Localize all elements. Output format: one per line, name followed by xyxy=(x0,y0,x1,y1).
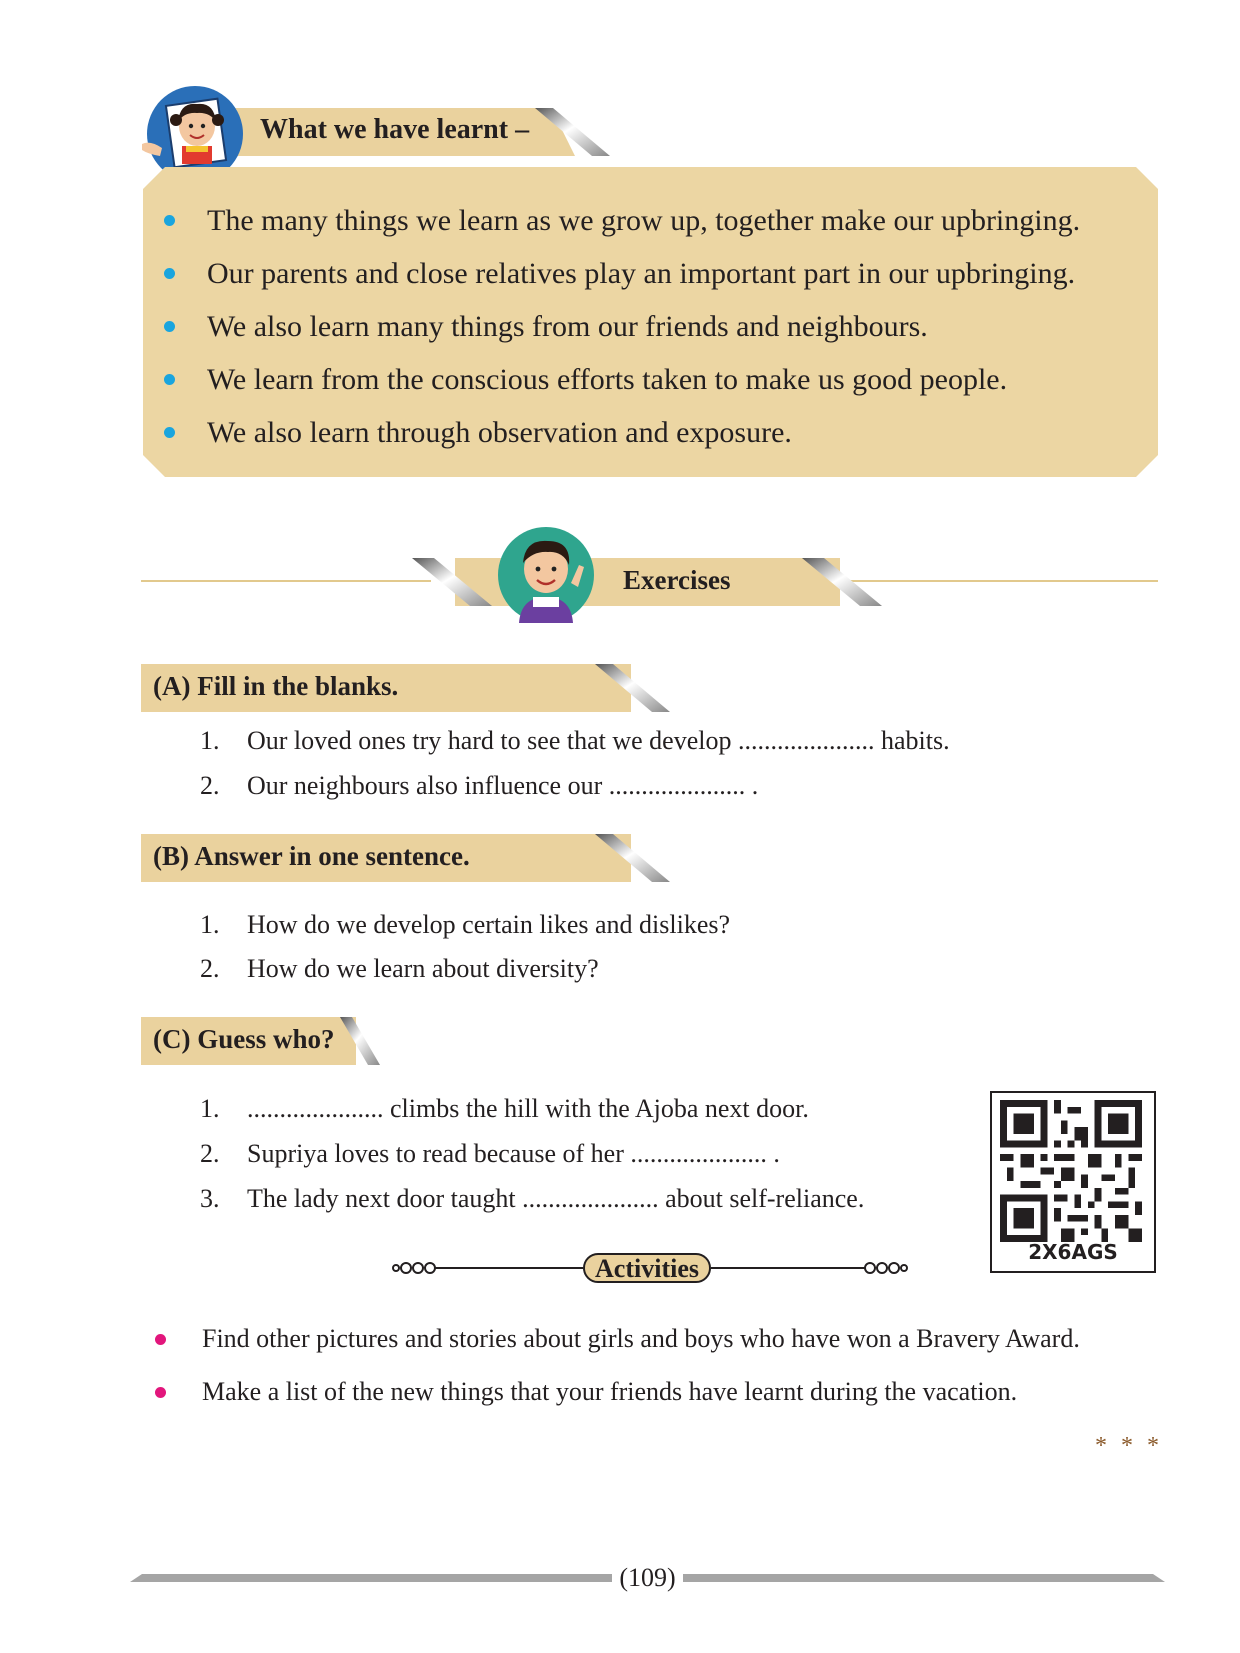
list-item xyxy=(150,1312,1080,1365)
list-item xyxy=(160,406,1080,459)
bullet-icon xyxy=(155,1387,166,1398)
learnt-title: What we have learnt – xyxy=(260,114,530,145)
question-number: 2. xyxy=(200,1139,220,1168)
band-shine-decoration xyxy=(535,108,610,156)
divider-line xyxy=(840,580,1158,582)
boy-avatar-icon xyxy=(493,525,603,625)
question-text: Supriya loves to read because of her ..................... . xyxy=(247,1139,780,1168)
question-number: 1. xyxy=(200,726,220,755)
question-number: 2. xyxy=(200,954,220,983)
end-of-chapter-mark: * * * xyxy=(1095,1433,1163,1459)
divider-line xyxy=(141,580,431,582)
bullet-icon xyxy=(164,321,175,332)
question-text: The lady next door taught ..................... about self-reliance. xyxy=(247,1184,865,1213)
list-item xyxy=(150,1365,1080,1418)
band-shine-decoration xyxy=(802,558,882,606)
section-b-title: (B) Answer in one sentence. xyxy=(153,841,470,871)
question-text: How do we learn about diversity? xyxy=(247,954,599,983)
list-item-text: Our parents and close relatives play an important part in our upbringing. xyxy=(207,257,1076,290)
qr-code-label: 2X6AGS xyxy=(1028,1240,1118,1264)
band-shine-decoration xyxy=(412,558,492,606)
band-shine-decoration xyxy=(595,834,670,882)
band-shine-decoration xyxy=(340,1017,380,1065)
list-item-text: Make a list of the new things that your friends have learnt during the vacation. xyxy=(202,1377,1018,1406)
question-text: ..................... climbs the hill with the Ajoba next door. xyxy=(247,1094,809,1123)
bullet-icon xyxy=(164,374,175,385)
section-a-title: (A) Fill in the blanks. xyxy=(153,671,399,701)
activities-list xyxy=(150,1312,1080,1418)
activities-title: Activities xyxy=(583,1253,711,1283)
list-item-text: Find other pictures and stories about girls and boys who have won a Bravery Award. xyxy=(202,1324,1080,1353)
question-number: 2. xyxy=(200,771,220,800)
footer-rule xyxy=(130,1574,612,1582)
list-item xyxy=(160,247,1080,300)
qr-code-icon[interactable] xyxy=(1000,1100,1142,1242)
question-number: 1. xyxy=(200,910,220,939)
bullet-icon xyxy=(164,268,175,279)
list-item-text: We also learn many things from our friends and neighbours. xyxy=(207,310,928,343)
list-item-text: We also learn through observation and exposure. xyxy=(207,416,792,449)
learnt-list xyxy=(160,194,1080,459)
bullet-icon xyxy=(164,427,175,438)
bullet-icon xyxy=(164,215,175,226)
list-item xyxy=(160,353,1080,406)
question-text: How do we develop certain likes and dislikes? xyxy=(247,910,731,939)
question-text: Our neighbours also influence our ..................... . xyxy=(247,771,759,800)
exercises-title: Exercises xyxy=(623,565,731,595)
page-number: (109) xyxy=(619,1563,676,1592)
question-text: Our loved ones try hard to see that we develop ..................... habits. xyxy=(247,726,950,755)
band-shine-decoration xyxy=(595,664,670,712)
bullet-icon xyxy=(155,1334,166,1345)
list-item xyxy=(160,194,1080,247)
list-item-text: The many things we learn as we grow up, together make our upbringing. xyxy=(207,204,1081,237)
section-c-title: (C) Guess who? xyxy=(153,1024,335,1054)
question-number: 1. xyxy=(200,1094,220,1123)
list-item xyxy=(160,300,1080,353)
footer-rule xyxy=(683,1574,1165,1582)
question-number: 3. xyxy=(200,1184,220,1213)
list-item-text: We learn from the conscious efforts taken to make us good people. xyxy=(207,363,1008,396)
